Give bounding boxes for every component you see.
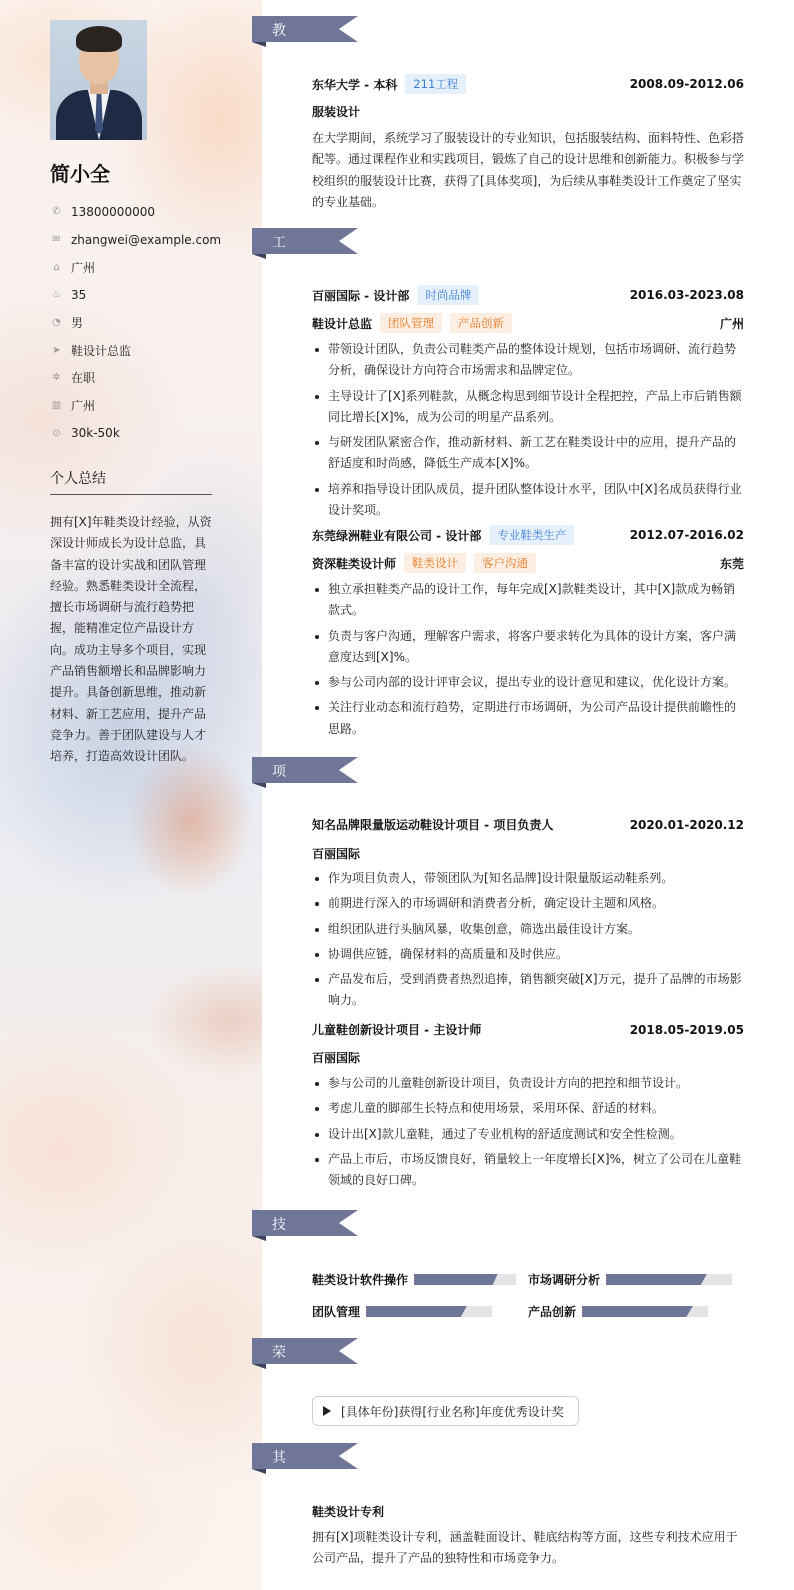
home-icon: ⌂	[53, 261, 60, 273]
skill-3-name: 团队管理	[312, 1305, 361, 1319]
list-item: 与研发团队紧密合作，推动新材料、新工艺在鞋类设计中的应用，提升产品的舒适度和时尚感，降低生产成本[X]%。	[312, 432, 744, 475]
project-2-org: 百丽国际	[312, 1051, 361, 1065]
skill-4	[528, 1303, 708, 1320]
work-2-company: 东莞绿洲鞋业有限公司 - 设计部	[312, 528, 482, 543]
skill-2-name: 市场调研分析	[528, 1273, 601, 1287]
list-item: 作为项目负责人，带领团队为[知名品牌]设计限量版运动鞋系列。	[312, 868, 744, 889]
skill-4-fill	[582, 1306, 693, 1317]
candidate-name: 简小全	[50, 162, 110, 186]
list-item: 关注行业动态和流行趋势，定期进行市场调研，为公司产品设计提供前瞻性的思路。	[312, 697, 744, 740]
building-icon: ▥	[51, 400, 62, 412]
project-2-date: 2018.05-2019.05	[629, 1022, 744, 1037]
list-item: 参与公司内部的设计评审会议，提出专业的设计意见和建议，优化设计方案。	[312, 672, 744, 693]
info-status-text: 在职	[71, 371, 96, 386]
education-description: 在大学期间，系统学习了服装设计的专业知识，包括服装结构、面料特性、色彩搭配等。通过课程作业和实践项目，锻炼了自己的设计思维和创新能力。积极参与学校组织的服装设计比赛，获得了[具体奖项]，为后续从事鞋类设计工作奠定了坚实的专业基础。	[312, 131, 745, 209]
project-1-org-row	[312, 845, 744, 862]
info-phone-text: 13800000000	[71, 204, 155, 219]
mail-icon: ✉	[52, 234, 61, 246]
work-2-role-row	[312, 553, 744, 573]
send-icon: ➤	[52, 344, 61, 356]
skill-1	[312, 1271, 516, 1288]
skill-1-name: 鞋类设计软件操作	[312, 1273, 409, 1287]
info-location-text: 广州	[71, 260, 96, 275]
list-item: 产品上市后，市场反馈良好，销量较上一年度增长[X]%，树立了公司在儿童鞋领域的良好口碑。	[312, 1149, 744, 1192]
work-1-bullets	[312, 339, 744, 525]
education-major	[312, 103, 744, 120]
profile-photo	[50, 20, 147, 140]
list-item: 独立承担鞋类产品的设计工作，每年完成[X]款鞋类设计，其中[X]款成为畅销款式。	[312, 579, 744, 622]
award-item[interactable]	[312, 1396, 579, 1426]
sidebar	[0, 0, 262, 1590]
section-title-other: 其他信息	[272, 1450, 287, 1526]
work-2-city: 东莞	[719, 556, 744, 571]
info-age	[50, 281, 221, 309]
other-description: 拥有[X]项鞋类设计专利，涵盖鞋面设计、鞋底结构等方面，这些专利技术应用于公司产品，提升了产品的独特性和市场竞争力。	[312, 1530, 738, 1566]
work-1-date: 2016.03-2023.08	[629, 288, 744, 302]
summary-text: 拥有[X]年鞋类设计经验，从资深设计师成长为设计总监，具备丰富的设计实战和团队管理经验。熟悉鞋类设计全流程，擅长市场调研与流行趋势把握，能精准定位产品设计方向。成功主导多个项目，实现产品销售额增长和品牌影响力提升。具备创新思维，推动新材料、新工艺应用，提升产品竞争力。善于团队建设与人才培养，打造高效设计团队。	[50, 515, 212, 764]
education-entry-header	[312, 74, 744, 94]
list-item: 参与公司的儿童鞋创新设计项目，负责设计方向的把控和细节设计。	[312, 1073, 744, 1094]
work-2-title: 资深鞋类设计师	[312, 556, 397, 571]
education-tag: 211工程	[405, 74, 466, 94]
play-icon	[323, 1406, 331, 1416]
info-gender	[50, 309, 221, 337]
skill-4-name: 产品创新	[528, 1305, 577, 1319]
skill-2-fill	[606, 1274, 707, 1285]
work-1-company: 百丽国际 - 设计部	[312, 288, 410, 303]
info-gender-text: 男	[71, 316, 84, 331]
skill-1-bar	[414, 1274, 516, 1285]
info-target-position	[50, 336, 221, 364]
list-item: 培养和指导设计团队成员，提升团队整体设计水平，团队中[X]名成员获得行业设计奖项。	[312, 479, 744, 522]
work-1-tag-1: 团队管理	[380, 313, 442, 333]
list-item: 带领设计团队，负责公司鞋类产品的整体设计规划，包括市场调研、流行趋势分析，确保设计方向符合市场需求和品牌定位。	[312, 339, 744, 382]
list-item: 前期进行深入的市场调研和消费者分析，确定设计主题和风格。	[312, 893, 744, 914]
skill-3	[312, 1303, 492, 1320]
info-email	[50, 226, 221, 254]
list-item: 负责与客户沟通，理解客户需求，将客户要求转化为具体的设计方案，客户满意度达到[X]%。	[312, 626, 744, 669]
info-target-city-text: 广州	[71, 399, 96, 414]
info-location	[50, 253, 221, 281]
info-status	[50, 364, 221, 392]
summary-title: 个人总结	[50, 471, 106, 487]
project-2-bullets	[312, 1073, 744, 1195]
info-salary	[50, 420, 221, 448]
work-entry-1-header	[312, 285, 744, 305]
education-major-text: 服装设计	[312, 105, 361, 119]
project-2-header	[312, 1021, 744, 1038]
work-2-tag-1: 鞋类设计	[404, 553, 466, 573]
info-age-text: 35	[71, 287, 87, 302]
education-school: 东华大学 - 本科	[312, 77, 398, 92]
contact-info-list	[50, 198, 221, 447]
skill-1-fill	[414, 1274, 498, 1285]
list-item: 组织团队进行头脑风暴，收集创意，筛选出最佳设计方案。	[312, 919, 744, 940]
section-title-work: 工作经历	[272, 235, 287, 311]
skill-4-bar	[582, 1306, 708, 1317]
skill-3-fill	[366, 1306, 467, 1317]
other-title: 鞋类设计专利	[312, 1505, 385, 1519]
info-salary-text: 30k-50k	[71, 426, 120, 441]
list-item: 考虑儿童的脚部生长特点和使用场景，采用环保、舒适的材料。	[312, 1098, 744, 1119]
skill-2	[528, 1271, 732, 1288]
work-1-tag-2: 产品创新	[450, 313, 512, 333]
work-1-city: 广州	[719, 316, 744, 331]
work-2-bullets	[312, 579, 744, 744]
project-1-org: 百丽国际	[312, 847, 361, 861]
list-item: 设计出[X]款儿童鞋，通过了专业机构的舒适度测试和安全性检测。	[312, 1124, 744, 1145]
skill-3-bar	[366, 1306, 492, 1317]
work-entry-2-header	[312, 525, 744, 545]
project-1-date: 2020.01-2020.12	[629, 817, 744, 832]
list-item: 产品发布后，受到消费者热烈追捧，销售额突破[X]万元，提升了品牌的市场影响力。	[312, 969, 744, 1012]
section-title-projects: 项目经历	[272, 764, 287, 840]
work-1-role-row	[312, 313, 744, 333]
info-email-text: zhangwei@example.com	[71, 232, 222, 247]
salary-icon: ⊙	[52, 427, 61, 439]
cake-icon: ♨	[52, 289, 61, 301]
work-2-date: 2012.07-2016.02	[629, 528, 744, 542]
main-content	[262, 0, 794, 1590]
section-title-honors: 荣誉奖项	[272, 1345, 287, 1421]
gender-icon: ◔	[52, 317, 61, 329]
work-2-company-tag: 专业鞋类生产	[489, 525, 574, 545]
project-1-header	[312, 816, 744, 833]
section-title-skills: 技能专长	[272, 1217, 287, 1293]
other-title-row	[312, 1503, 744, 1520]
list-item: 主导设计了[X]系列鞋款，从概念构思到细节设计全程把控，产品上市后销售额同比增长[X]%，成为公司的明星产品系列。	[312, 386, 744, 429]
skill-2-bar	[606, 1274, 732, 1285]
section-title-education: 教育经历	[272, 23, 287, 99]
project-2-org-row	[312, 1049, 744, 1066]
project-1-name: 知名品牌限量版运动鞋设计项目 - 项目负责人	[312, 818, 554, 832]
info-phone	[50, 198, 221, 226]
work-1-title: 鞋设计总监	[312, 316, 373, 331]
list-item: 协调供应链，确保材料的高质量和及时供应。	[312, 944, 744, 965]
info-target-position-text: 鞋设计总监	[71, 343, 132, 358]
phone-icon: ✆	[52, 206, 61, 218]
summary-divider	[50, 494, 212, 495]
work-1-company-tag: 时尚品牌	[417, 285, 479, 305]
award-text: [具体年份]获得[行业名称]年度优秀设计奖	[341, 1404, 564, 1419]
work-2-tag-2: 客户沟通	[474, 553, 536, 573]
project-2-name: 儿童鞋创新设计项目 - 主设计师	[312, 1023, 482, 1037]
info-target-city	[50, 392, 221, 420]
education-date: 2008.09-2012.06	[629, 77, 744, 91]
project-1-bullets	[312, 868, 744, 1016]
status-icon: ✲	[52, 372, 61, 384]
